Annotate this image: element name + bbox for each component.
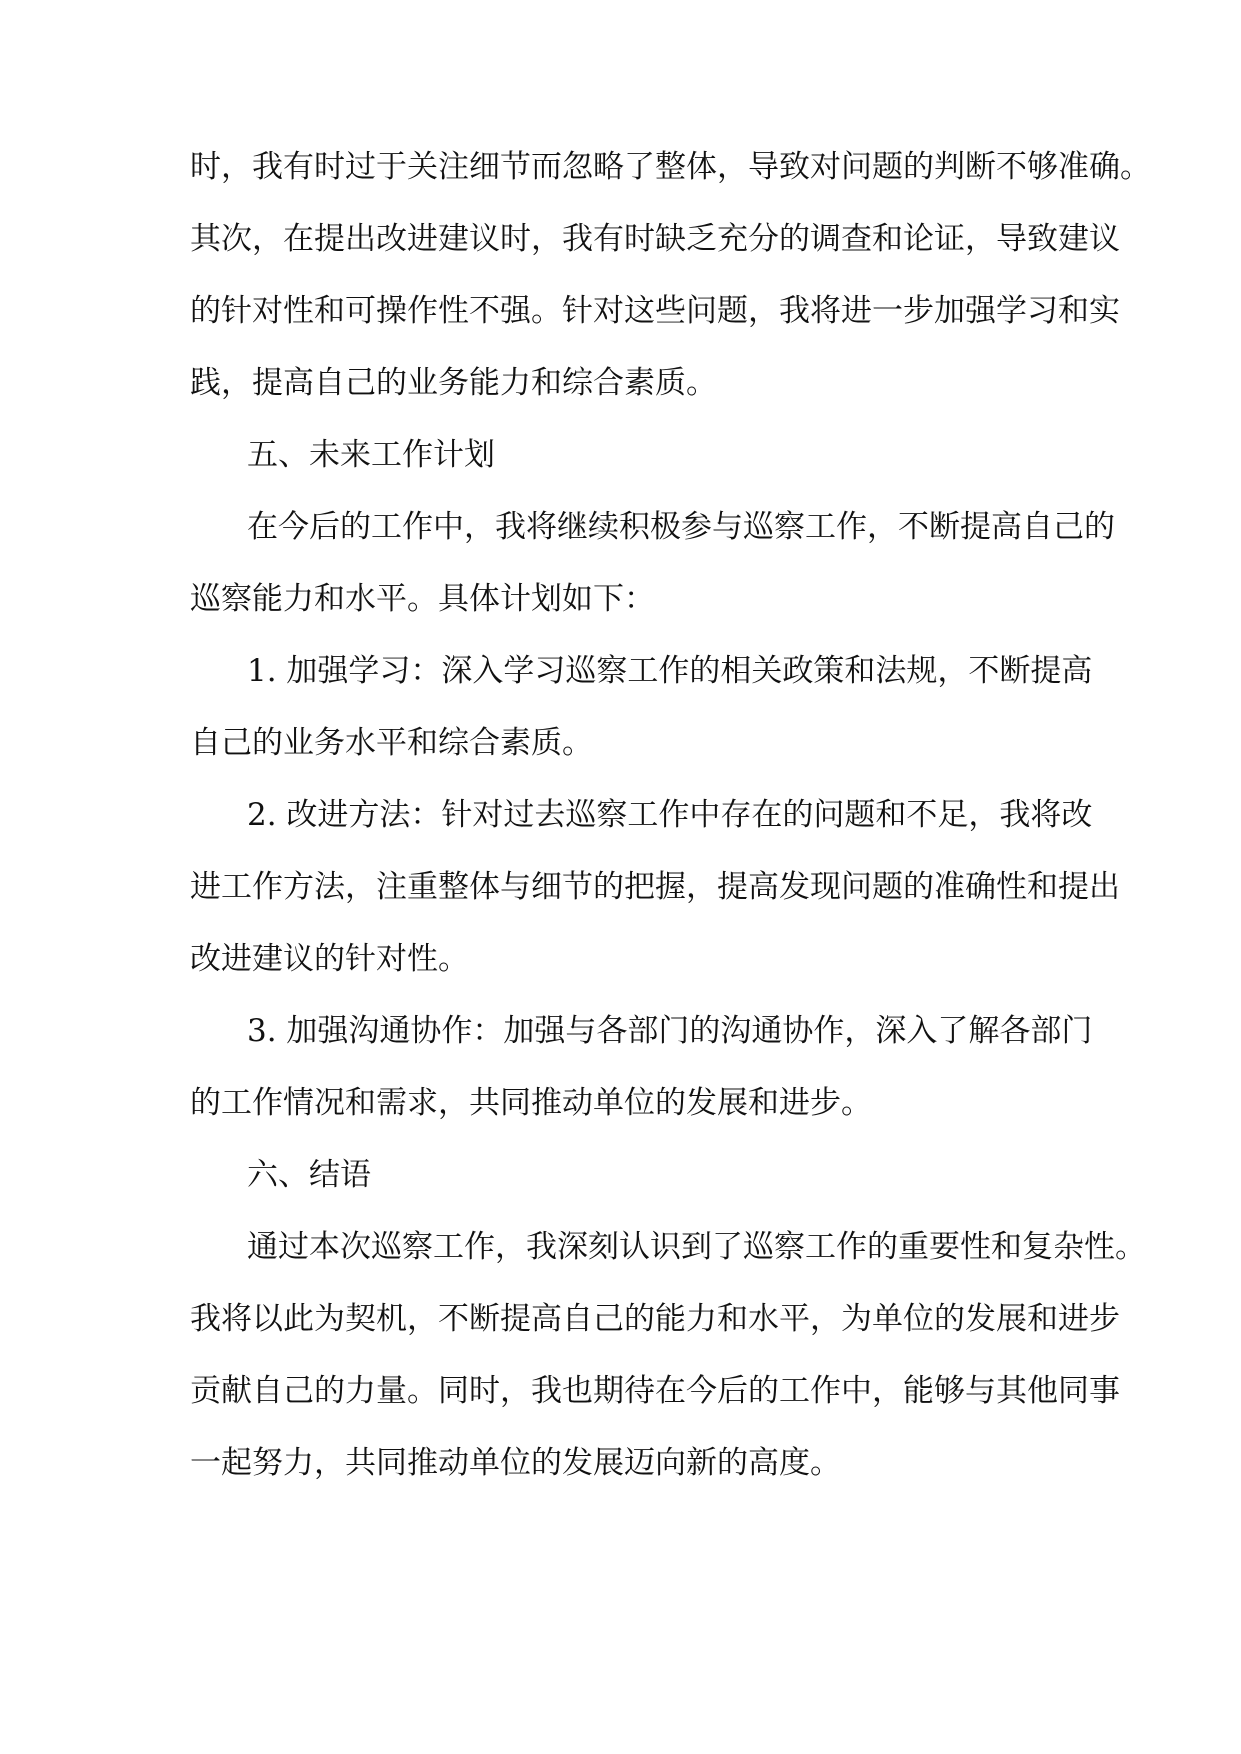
text-line: 一起努力，共同推动单位的发展迈向新的高度。 xyxy=(190,1445,841,1481)
text-line: 进工作方法，注重整体与细节的把握，提高发现问题的准确性和提出 xyxy=(190,869,1120,905)
list-item: 3. 加强沟通协作：加强与各部门的沟通协作，深入了解各部门 xyxy=(247,1013,1093,1049)
text-line: 的工作情况和需求，共同推动单位的发展和进步。 xyxy=(190,1085,872,1121)
text-line: 时，我有时过于关注细节而忽略了整体，导致对问题的判断不够准确。 xyxy=(190,149,1151,185)
text-line: 践，提高自己的业务能力和综合素质。 xyxy=(190,365,717,401)
text-line: 我将以此为契机，不断提高自己的能力和水平，为单位的发展和进步 xyxy=(190,1301,1120,1337)
text-line: 其次，在提出改进建议时，我有时缺乏充分的调查和论证，导致建议 xyxy=(190,221,1120,257)
list-item: 1. 加强学习：深入学习巡察工作的相关政策和法规，不断提高 xyxy=(247,653,1093,689)
text-line: 的针对性和可操作性不强。针对这些问题，我将进一步加强学习和实 xyxy=(190,293,1120,329)
list-item: 2. 改进方法：针对过去巡察工作中存在的问题和不足，我将改 xyxy=(247,797,1093,833)
text-line: 巡察能力和水平。具体计划如下： xyxy=(190,581,655,617)
text-line: 通过本次巡察工作，我深刻认识到了巡察工作的重要性和复杂性。 xyxy=(247,1229,1146,1265)
text-line: 自己的业务水平和综合素质。 xyxy=(190,725,593,761)
text-line: 在今后的工作中，我将继续积极参与巡察工作，不断提高自己的 xyxy=(247,509,1115,545)
text-line: 贡献自己的力量。同时，我也期待在今后的工作中，能够与其他同事 xyxy=(190,1373,1120,1409)
section-heading: 六、结语 xyxy=(247,1157,371,1193)
section-heading: 五、未来工作计划 xyxy=(247,437,495,473)
text-line: 改进建议的针对性。 xyxy=(190,941,469,977)
